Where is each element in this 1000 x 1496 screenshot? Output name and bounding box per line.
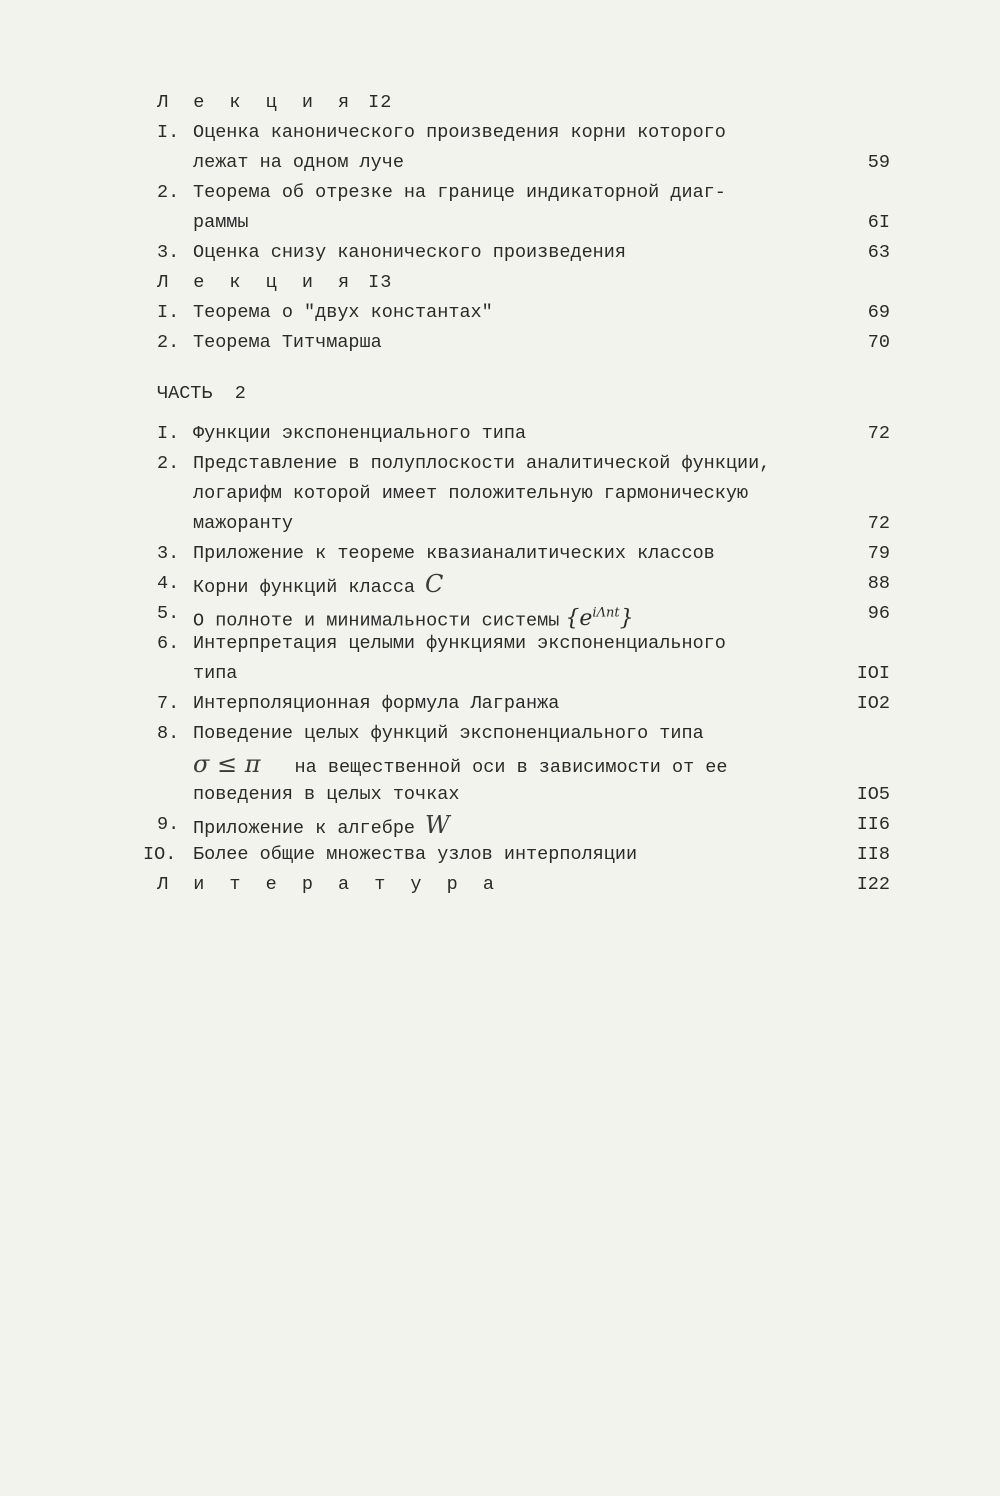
entry-page: IO5 [856,784,890,805]
entry-page: 59 [867,152,890,173]
toc-entry [0,810,1000,840]
entry-title: Корни функций класса [193,577,416,598]
entry-page: IOI [856,663,890,684]
entry-title: Теорема об отрезке на границе индикаторной диаг- [193,182,726,203]
entry-title: Функции экспоненциального типа [193,423,527,444]
entry-number: IO. [143,844,177,865]
toc-entry [0,689,1000,719]
entry-title: типа [193,663,238,684]
entry-title: на вещественной оси в зависимости от ее [294,757,728,778]
toc-entry [0,840,1000,870]
entry-number: I. [157,302,180,323]
entry-title: Интерпретация целыми функциями экспоненциального [193,633,726,654]
entry-page: II8 [856,844,890,865]
lecture-12-heading [0,88,1000,118]
entry-number: I. [157,122,180,143]
toc-entry [0,449,1000,479]
toc-entry [0,719,1000,749]
entry-title: Поведение целых функций экспоненциального типа [193,723,704,744]
handwritten-formula: $\{e^{i\Lambda nt}\}$ [565,606,634,632]
entry-page: II6 [856,814,890,835]
entry-number: 7. [157,693,180,714]
entry-page: 88 [867,573,890,594]
entry-number: 8. [157,723,180,744]
toc-entry-continuation [0,479,1000,509]
lecture-label: Л е к ц и я [157,272,357,293]
entry-page: 6I [867,212,890,233]
lecture-13-heading [0,268,1000,298]
entry-number: 2. [157,453,180,474]
entry-number: 2. [157,332,180,353]
entry-title: Оценка снизу канонического произведения [193,242,626,263]
lecture-label: Л е к ц и я [157,92,357,113]
toc-entry-continuation [0,208,1000,238]
entry-title: Оценка канонического произведения корни которого [193,122,726,143]
entry-page: 96 [867,603,890,624]
literature-heading: Л и т е р а т у р а [157,874,501,895]
toc-entry [0,298,1000,328]
entry-title: раммы [193,212,249,233]
toc-entry [0,419,1000,449]
handwritten-formula: σ ≤ π [193,750,261,778]
entry-page: 70 [867,332,890,353]
entry-title: Теорема о "двух константах" [193,302,493,323]
entry-title: Интерполяционная формула Лагранжа [193,693,560,714]
entry-page: IO2 [856,693,890,714]
entry-title: Теорема Титчмарша [193,332,382,353]
toc-entry [0,599,1000,632]
toc-entry [0,539,1000,569]
entry-number: 5. [157,603,180,624]
entry-title: Представление в полуплоскости аналитической функции, [193,453,771,474]
entry-title: лежат на одном луче [193,152,404,173]
lecture-number: I3 [368,272,393,293]
part-title: ЧАСТЬ 2 [157,383,246,404]
toc-entry-continuation [0,749,1000,779]
handwritten-formula: C [425,570,444,598]
toc-entry [0,238,1000,268]
entry-number: 3. [157,543,180,564]
entry-number: 6. [157,633,180,654]
entry-page: 72 [867,423,890,444]
toc-entry [0,569,1000,599]
toc-entry [0,629,1000,659]
toc-entry [0,118,1000,148]
part-2-heading [0,379,1000,409]
entry-page: 69 [867,302,890,323]
entry-title: О полноте и минимальности системы [193,610,560,632]
toc-entry-continuation [0,659,1000,689]
entry-title: Более общие множества узлов интерполяции [193,844,638,865]
toc-entry [0,328,1000,358]
literature-entry [0,870,1000,900]
entry-title: Приложение к теореме квазианалитических классов [193,543,715,564]
entry-number: I. [157,423,180,444]
entry-page: 79 [867,543,890,564]
entry-page: 63 [867,242,890,263]
toc-entry-continuation [0,509,1000,539]
entry-page: 72 [867,513,890,534]
entry-number: 3. [157,242,180,263]
entry-page: I22 [856,874,890,895]
entry-title: поведения в целых точках [193,784,460,805]
entry-number: 4. [157,573,180,594]
lecture-number: I2 [368,92,393,113]
entry-number: 9. [157,814,180,835]
toc-entry-continuation [0,148,1000,178]
handwritten-formula: W [425,811,450,839]
toc-entry [0,178,1000,208]
toc-entry-continuation [0,780,1000,810]
entry-title: логарифм которой имеет положительную гармоническую [193,483,749,504]
entry-title: мажоранту [193,513,293,534]
entry-number: 2. [157,182,180,203]
entry-title: Приложение к алгебре [193,818,416,839]
